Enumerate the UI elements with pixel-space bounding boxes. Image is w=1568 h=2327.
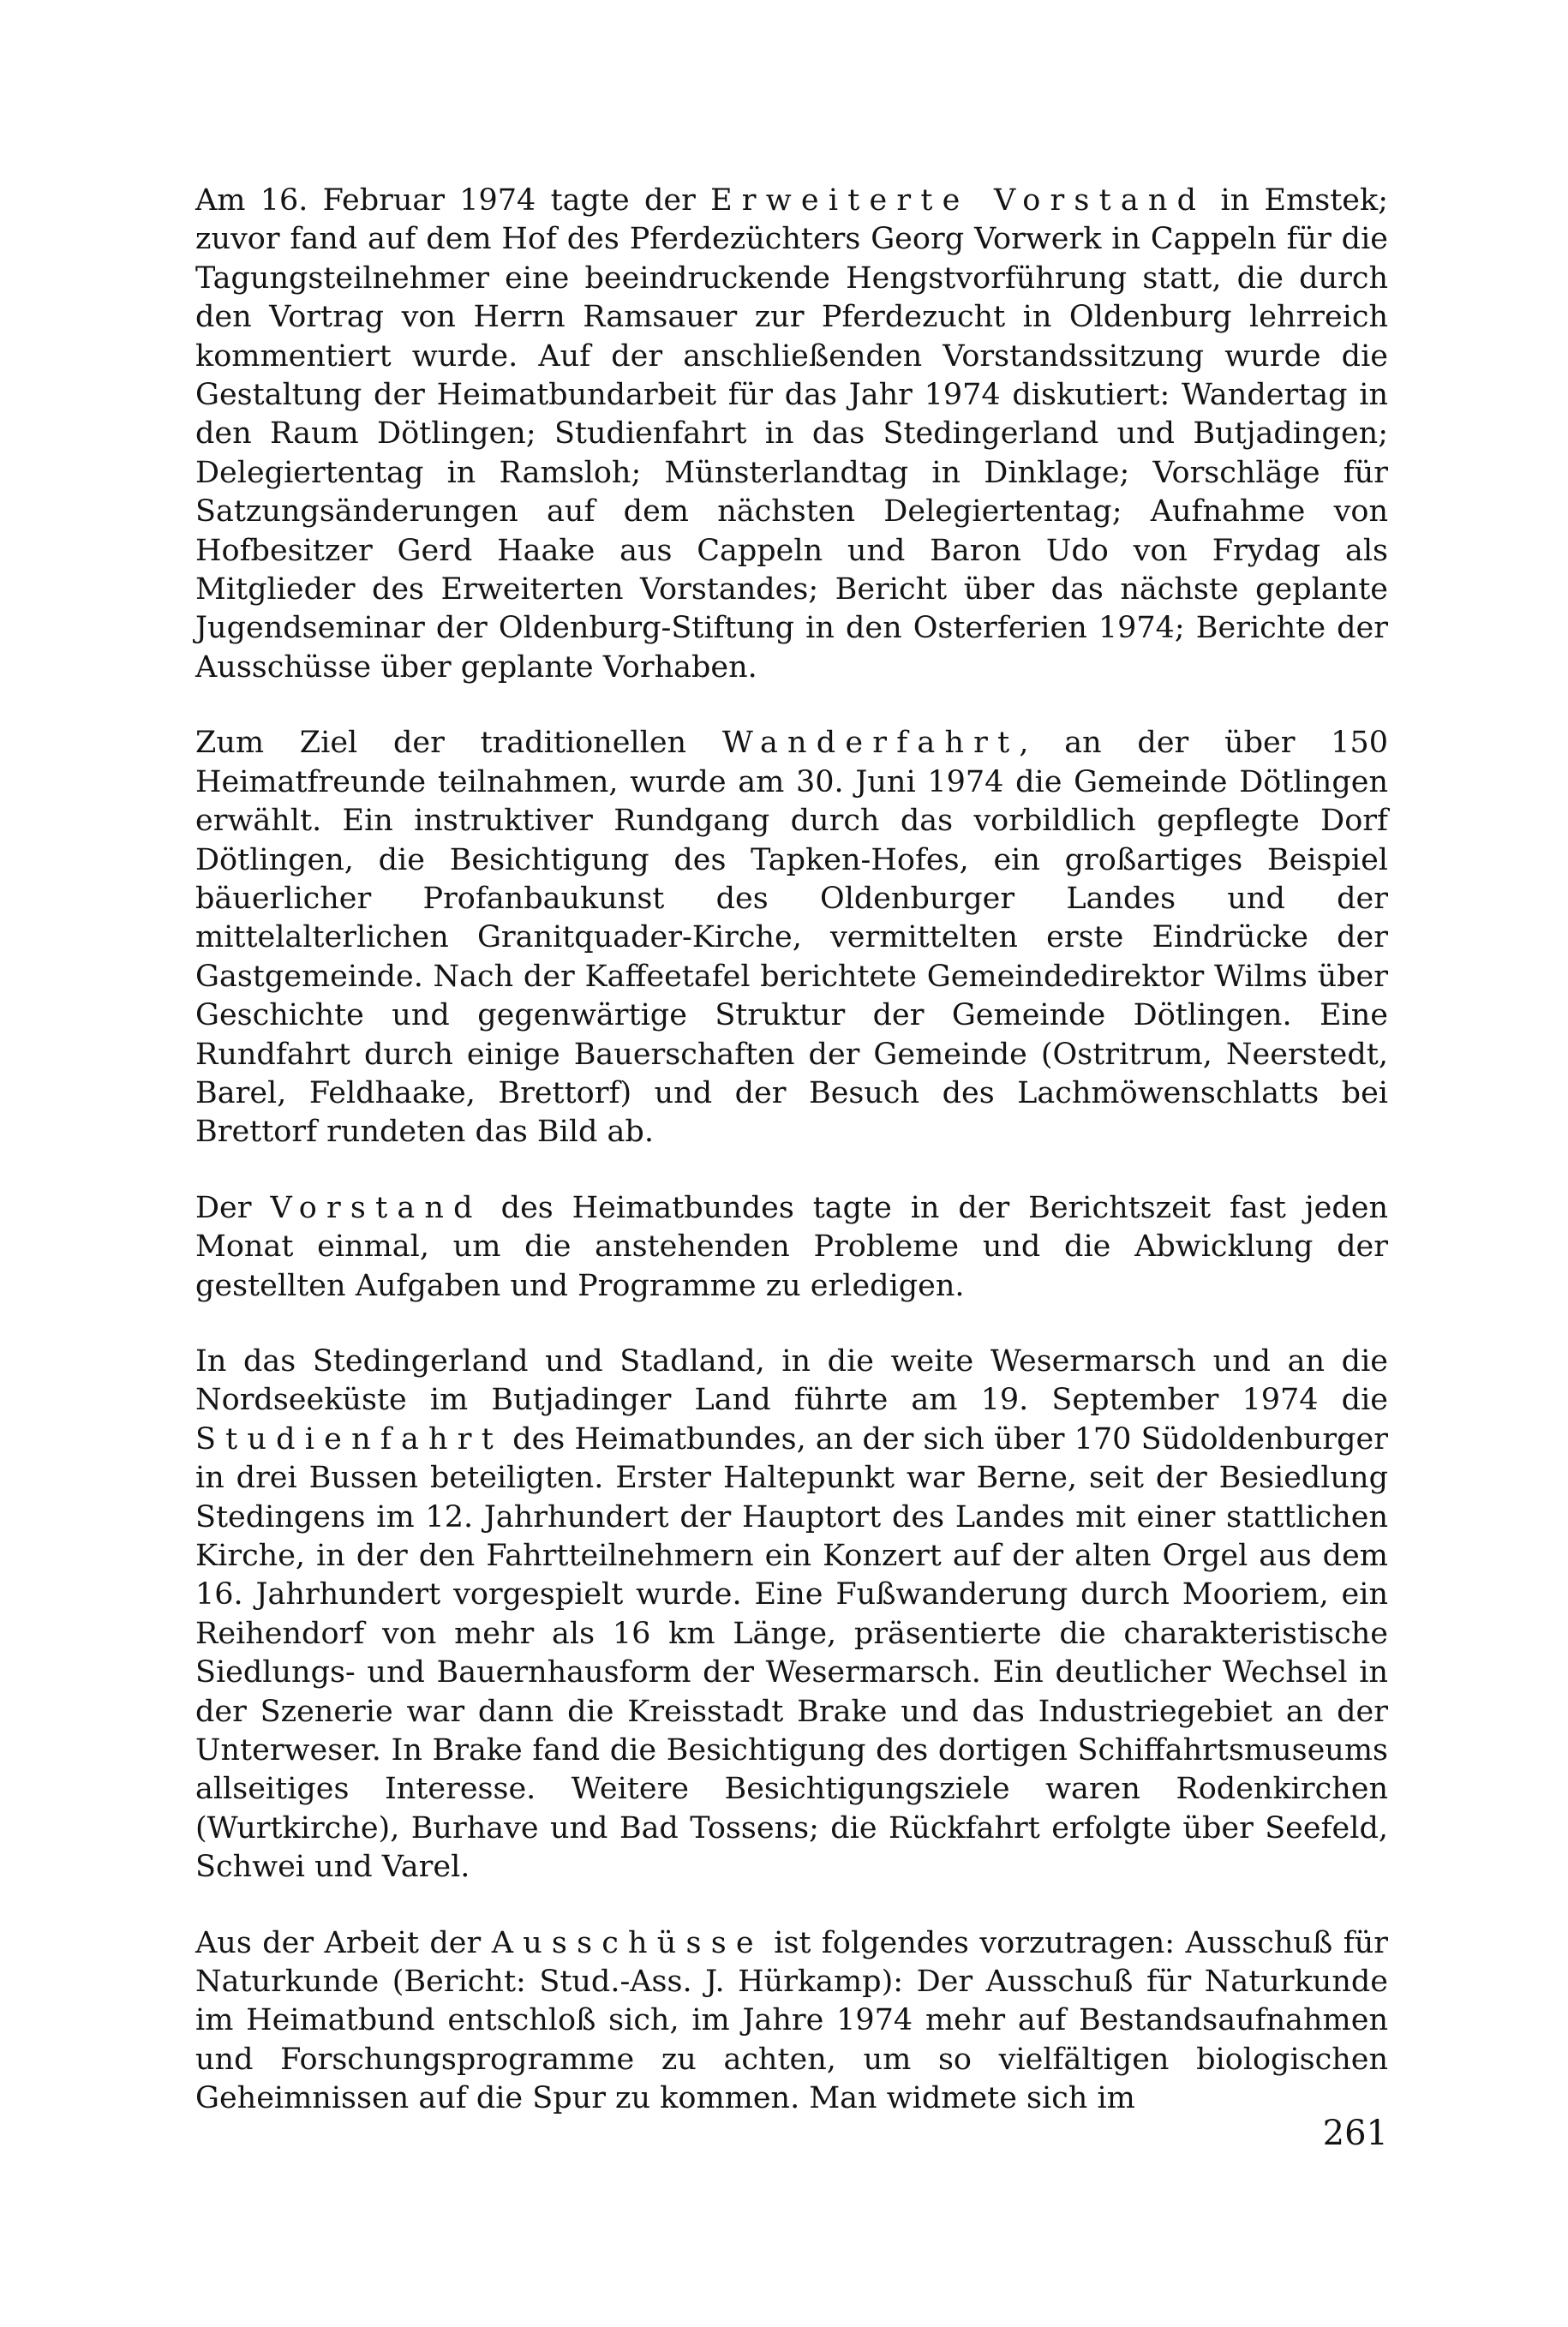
paragraph <box>195 724 1388 1152</box>
text-run: ist folgendes vorzutragen: Ausschuß für Naturkunde (Bericht: Stud.-Ass. J. Hürkamp): Der Ausschuß für Naturkunde im Heimatbund entschloß sich, im Jahre 1974 mehr auf Bestandsaufnahmen und Forschungsprogramme zu achten, um so vielfältigen biologischen Geheimnissen auf die Spur zu kommen. Man widmete sich im <box>195 1925 1388 2116</box>
page-body <box>195 182 1388 2119</box>
text-run: Der <box>195 1190 271 1225</box>
spaced-term: Erweiterte Vorstand <box>710 183 1206 218</box>
text-run: Zum Ziel der traditionellen <box>195 726 722 761</box>
spaced-term: Ausschüsse <box>491 1925 763 1960</box>
text-run: des Heimatbundes tagte in der Berichtszeit fast jeden Monat einmal, um die anstehenden Probleme und die Abwicklung der gestellten Aufgaben und Programme zu erledigen. <box>195 1190 1388 1303</box>
paragraph <box>195 182 1388 687</box>
text-run: des Heimatbundes, an der sich über 170 Südoldenburger in drei Bussen beteiligten. Erster Haltepunkt war Berne, seit der Besiedlung Stedingens im 12. Jahrhundert der Hauptort des Landes mit einer stattlichen Kirche, in der den Fahrtteilnehmern ein Konzert auf der alten Orgel aus dem 16. Jahrhundert vorgespielt wurde. Eine Fußwanderung durch Mooriem, ein Reihendorf von mehr als 16 km Länge, präsentierte die charakteristische Siedlungs- und Bauernhausform der Wesermarsch. Ein deutlicher Wechsel in der Szenerie war dann die Kreisstadt Brake und das Industriegebiet an der Unterweser. In Brake fand die Besichtigung des dortigen Schiffahrtsmuseums allseitiges Interesse. Weitere Besichtigungsziele waren Rodenkirchen (Wurtkirche), Burhave und Bad Tossens; die Rückfahrt erfolgte über Seefeld, Schwei und Varel. <box>195 1421 1388 1885</box>
text-run: in Emstek; zuvor fand auf dem Hof des Pferdezüchters Georg Vorwerk in Cappeln für die Tagungsteilnehmer eine beeindruckende Hengstvorführung statt, die durch den Vortrag von Herrn Ramsauer zur Pferdezucht in Oldenburg lehrreich kommentiert wurde. Auf der anschließenden Vorstandssitzung wurde die Gestaltung der Heimatbundarbeit für das Jahr 1974 diskutiert: Wandertag in den Raum Dötlingen; Studienfahrt in das Stedingerland und Butjadingen; Delegiertentag in Ramsloh; Münsterlandtag in Dinklage; Vorschläge für Satzungsänderungen auf dem nächsten Delegiertentag; Aufnahme von Hofbesitzer Gerd Haake aus Cappeln und Baron Udo von Frydag als Mitglieder des Erweiterten Vorstandes; Bericht über das nächste geplante Jugendseminar der Oldenburg-Stiftung in den Osterferien 1974; Berichte der Ausschüsse über geplante Vorhaben. <box>195 183 1388 685</box>
spaced-term: Wanderfahrt <box>721 726 1020 761</box>
spaced-term: Studienfahrt <box>195 1421 503 1457</box>
paragraph <box>195 1189 1388 1306</box>
text-run: Am 16. Februar 1974 tagte der <box>195 183 711 218</box>
text-run: , an der über 150 Heimatfreunde teilnahmen, wurde am 30. Juni 1974 die Gemeinde Dötlingen erwählt. Ein instruktiver Rundgang durch das vorbildlich gepflegte Dorf Dötlingen, die Besichtigung des Tapken-Hofes, ein großartiges Beispiel bäuerlicher Profanbaukunst des Oldenburger Landes und der mittelalterlichen Granitquader-Kirche, vermittelten erste Eindrücke der Gastgemeinde. Nach der Kaffeetafel berichtete Gemeindedirektor Wilms über Geschichte und gegenwärtige Struktur der Gemeinde Dötlingen. Eine Rundfahrt durch einige Bauerschaften der Gemeinde (Ostritrum, Neerstedt, Barel, Feldhaake, Brettorf) und der Besuch des Lachmöwenschlatts bei Brettorf rundeten das Bild ab. <box>195 726 1388 1150</box>
text-run: Aus der Arbeit der <box>195 1925 492 1960</box>
spaced-term: Vorstand <box>270 1190 482 1225</box>
page-number: 261 <box>1322 2114 1388 2153</box>
text-run: In das Stedingerland und Stadland, in die weite Wesermarsch und an die Nordseeküste im Butjadinger Land führte am 19. September 1974 die <box>195 1343 1388 1418</box>
paragraph <box>195 1343 1388 1887</box>
paragraph <box>195 1924 1388 2119</box>
